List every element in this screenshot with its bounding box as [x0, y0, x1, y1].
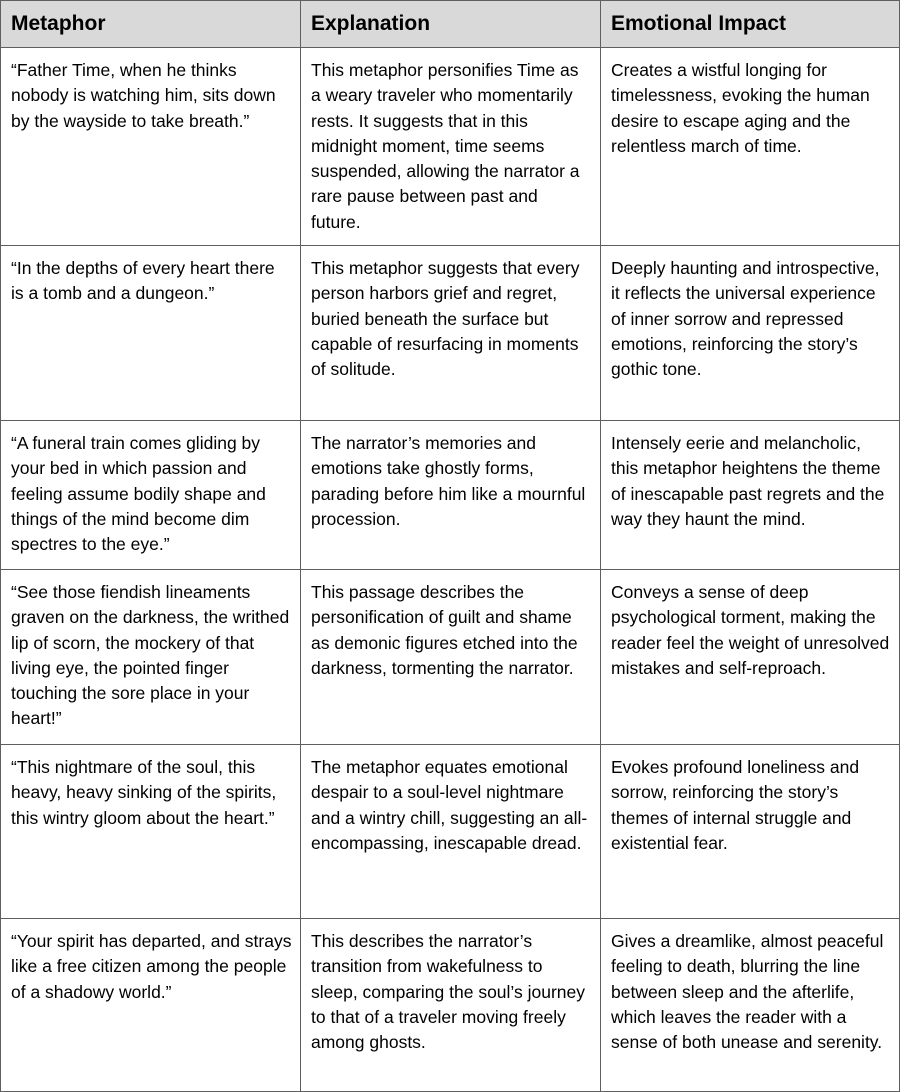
explanation-cell: This passage describes the personification of guilt and shame as demonic figures etched into the darkness, tormenting the narrator. — [301, 570, 601, 745]
emotional-impact-cell: Gives a dreamlike, almost peaceful feeling to death, blurring the line between sleep and the afterlife, which leaves the reader with a sense of both unease and serenity. — [601, 919, 900, 1092]
emotional-impact-cell: Creates a wistful longing for timelessness, evoking the human desire to escape aging and the relentless march of time. — [601, 48, 900, 246]
column-header-metaphor: Metaphor — [1, 1, 301, 48]
metaphor-cell: “In the depths of every heart there is a tomb and a dungeon.” — [1, 246, 301, 421]
metaphor-cell: “Your spirit has departed, and strays like a free citizen among the people of a shadowy world.” — [1, 919, 301, 1092]
emotional-impact-cell: Intensely eerie and melancholic, this metaphor heightens the theme of inescapable past regrets and the way they haunt the mind. — [601, 421, 900, 570]
explanation-cell: The metaphor equates emotional despair to a soul-level nightmare and a wintry chill, suggesting an all-encompassing, inescapable dread. — [301, 745, 601, 919]
table-row — [1, 246, 900, 421]
table-row — [1, 570, 900, 745]
metaphor-cell: “See those fiendish lineaments graven on the darkness, the writhed lip of scorn, the mockery of that living eye, the pointed finger touching the sore place in your heart!” — [1, 570, 301, 745]
table-row — [1, 919, 900, 1092]
table-row — [1, 421, 900, 570]
emotional-impact-cell: Evokes profound loneliness and sorrow, reinforcing the story’s themes of internal struggle and existential fear. — [601, 745, 900, 919]
column-header-emotional-impact: Emotional Impact — [601, 1, 900, 48]
explanation-cell: The narrator’s memories and emotions take ghostly forms, parading before him like a mournful procession. — [301, 421, 601, 570]
explanation-cell: This metaphor suggests that every person harbors grief and regret, buried beneath the surface but capable of resurfacing in moments of solitude. — [301, 246, 601, 421]
metaphor-cell: “A funeral train comes gliding by your bed in which passion and feeling assume bodily shape and things of the mind become dim spectres to the eye.” — [1, 421, 301, 570]
table-row — [1, 745, 900, 919]
emotional-impact-cell: Deeply haunting and introspective, it reflects the universal experience of inner sorrow and repressed emotions, reinforcing the story’s gothic tone. — [601, 246, 900, 421]
column-header-explanation: Explanation — [301, 1, 601, 48]
table-header-row — [1, 1, 900, 48]
explanation-cell: This describes the narrator’s transition from wakefulness to sleep, comparing the soul’s journey to that of a traveler moving freely among ghosts. — [301, 919, 601, 1092]
metaphor-cell: “This nightmare of the soul, this heavy, heavy sinking of the spirits, this wintry gloom about the heart.” — [1, 745, 301, 919]
explanation-cell: This metaphor personifies Time as a weary traveler who momentarily rests. It suggests that in this midnight moment, time seems suspended, allowing the narrator a rare pause between past and future. — [301, 48, 601, 246]
table-row — [1, 48, 900, 246]
metaphor-cell: “Father Time, when he thinks nobody is watching him, sits down by the wayside to take breath.” — [1, 48, 301, 246]
emotional-impact-cell: Conveys a sense of deep psychological torment, making the reader feel the weight of unresolved mistakes and self-reproach. — [601, 570, 900, 745]
